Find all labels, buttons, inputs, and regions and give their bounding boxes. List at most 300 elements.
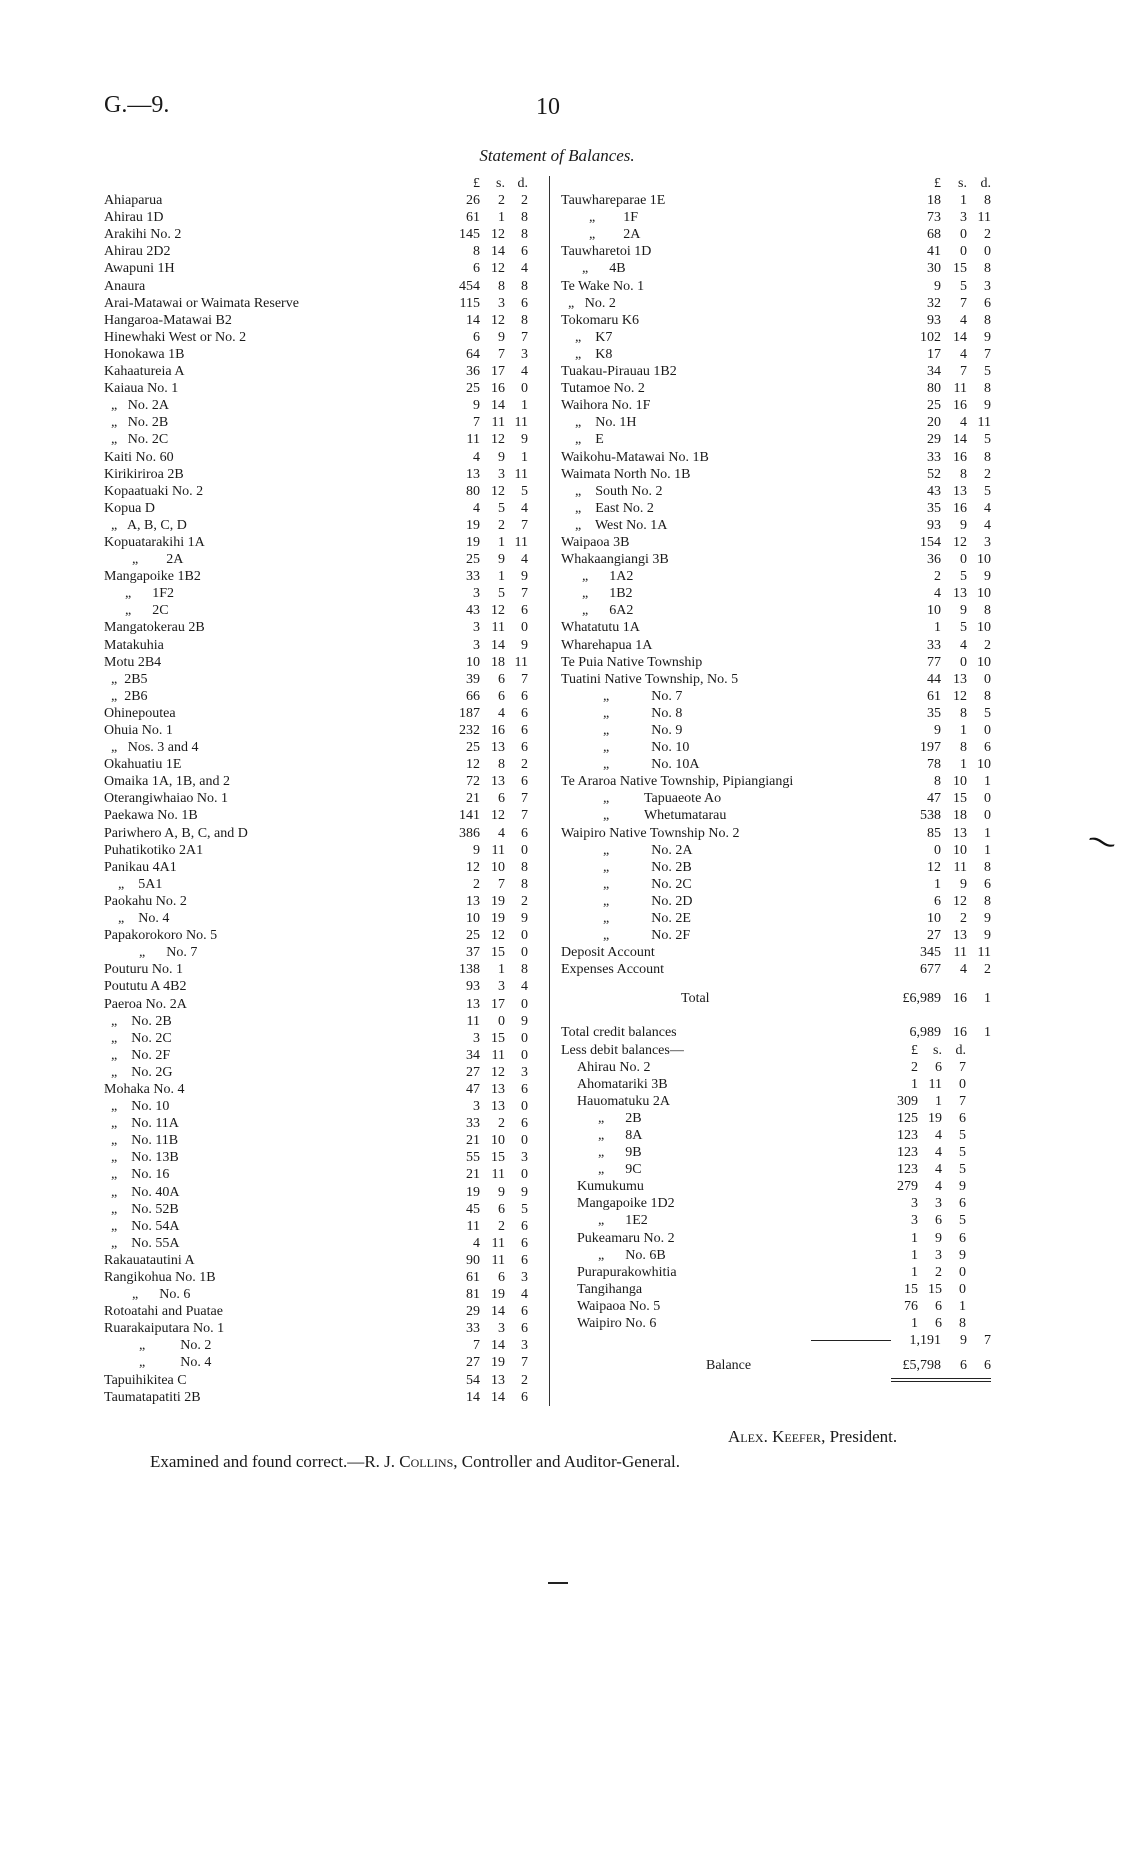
table-row [104,192,544,209]
entry-pounds: 21 [466,1133,480,1149]
entry-pounds: 677 [920,962,941,978]
table-row [561,1195,991,1212]
entry-pounds: 44 [927,671,941,687]
entry-name: „ 1B2 [561,586,633,602]
entry-pence: 6 [521,740,528,756]
entry-shillings: 13 [491,1372,505,1388]
entry-shillings: 4 [960,962,967,978]
entry-name: „ 1E2 [577,1213,648,1229]
entry-pence: 2 [521,893,528,909]
table-row [104,1303,544,1320]
entry-name: Matakuhia [104,637,164,653]
auditor-name: R. J. Collins [364,1452,454,1471]
entry-pounds: 61 [466,1270,480,1285]
entry-pounds: 73 [927,210,941,226]
table-row [561,619,991,636]
entry-pounds: 3 [473,637,480,653]
entry-pence: 11 [977,210,991,226]
entry-pounds: 7 [473,1338,480,1354]
entry-pence: 6 [521,825,528,841]
entry-shillings: 10 [953,842,967,858]
entry-pounds: 8 [934,774,941,790]
entry-shillings: 1 [935,1093,942,1109]
entry-name: Omaika 1A, 1B, and 2 [104,774,230,790]
table-row [561,1161,991,1178]
entry-shillings: 13 [953,825,967,841]
table-row [561,927,991,944]
entry-name: Mangapoike 1D2 [577,1196,675,1212]
entry-shillings: 7 [498,876,505,892]
entry-pence: 3 [521,1338,528,1354]
table-row [104,431,544,448]
table-row [561,944,991,961]
entry-pence: 6 [521,1081,528,1097]
president-title: , President. [821,1427,898,1446]
table-row [104,859,544,876]
entry-name: Puhatikotiko 2A1 [104,842,204,858]
entry-pounds: 141 [459,808,480,824]
table-row [104,637,544,654]
auditor-prefix: Examined and found correct.— [150,1452,365,1471]
table-row [104,346,544,363]
entry-name: „ 1F [561,210,638,226]
entry-pence: 10 [977,620,991,636]
entry-pounds: 12 [466,859,480,875]
table-row [104,927,544,944]
total-shillings: 16 [953,991,967,1007]
entry-shillings: 4 [498,825,505,841]
entry-shillings: 3 [498,295,505,311]
entry-name: „ No. 2C [104,432,169,448]
left-column-heads [104,175,544,192]
document-code: G.—9. [104,92,170,118]
entry-pence: 2 [984,962,991,978]
entry-name: „ No. 11B [104,1133,179,1149]
entry-pounds: 279 [897,1179,918,1195]
entry-pounds: 538 [920,808,941,824]
table-row [561,500,991,517]
table-row [561,209,991,226]
entry-name: Ruarakaiputara No. 1 [104,1321,225,1337]
table-row [561,842,991,859]
entry-pounds: 1 [911,1076,918,1092]
entry-name: Ahirau No. 2 [577,1059,651,1075]
entry-pence: 2 [521,1372,528,1388]
entry-name: Arakihi No. 2 [104,227,182,243]
entry-name: Panikau 4A1 [104,859,177,875]
entry-shillings: 0 [960,227,967,243]
entry-name: „ No. 2B [104,1013,172,1029]
entry-shillings: 1 [498,210,505,226]
table-row [104,226,544,243]
entry-shillings: 4 [960,637,967,653]
spacer [561,978,991,988]
entry-pounds: 3 [911,1196,918,1212]
entry-name: „ A, B, C, D [104,517,187,533]
table-row [104,978,544,995]
table-row [104,449,544,466]
entry-shillings: 14 [491,1389,505,1405]
entry-pence: 10 [977,552,991,568]
entry-name: „ No. 1H [561,415,637,431]
entry-pence: 11 [514,415,528,431]
entry-shillings: 11 [953,859,967,875]
entry-pence: 9 [984,911,991,927]
entry-pounds: 10 [466,911,480,927]
entry-name: Tokomaru K6 [561,312,639,328]
table-row [561,773,991,790]
table-row [561,295,991,312]
entry-shillings: 2 [498,1218,505,1234]
entry-shillings: 17 [491,364,505,380]
table-row [561,534,991,551]
table-row [104,825,544,842]
entry-pounds: 6 [473,329,480,345]
credit-label: Total credit balances [561,1025,677,1041]
entry-name: Okahuatiu 1E [104,757,182,773]
table-row [561,192,991,209]
entry-pence: 3 [984,278,991,294]
entry-pence: 4 [984,517,991,533]
entry-name: „ 9C [577,1162,642,1178]
table-row [561,466,991,483]
table-row [104,568,544,585]
entry-name: „ East No. 2 [561,500,654,516]
entry-pounds: 26 [466,193,480,209]
entry-pounds: 345 [920,945,941,961]
entry-name: „ No. 2 [561,295,616,311]
entry-shillings: 12 [491,432,505,448]
table-row [104,517,544,534]
entry-shillings: 3 [498,1321,505,1337]
entry-pounds: 19 [466,1184,480,1200]
balance-label: Balance [706,1358,752,1374]
entry-pence: 10 [977,586,991,602]
table-row [561,260,991,277]
entry-pence: 5 [984,483,991,499]
entry-shillings: 12 [491,1064,505,1080]
entry-pence: 2 [984,227,991,243]
entry-pence: 4 [521,552,528,568]
column-divider [549,176,550,1406]
table-row [104,602,544,619]
entry-name: „ 2A [561,227,641,243]
entry-pounds: 33 [466,1116,480,1132]
entry-pence: 0 [521,928,528,944]
entry-name: „ 8A [577,1127,643,1143]
entry-pounds: 9 [473,398,480,414]
entry-name: Wharehapua 1A [561,637,653,653]
entry-name: Whatatutu 1A [561,620,640,636]
table-row [561,876,991,893]
entry-pence: 6 [984,876,991,892]
table-row [561,449,991,466]
table-row [104,1354,544,1371]
entry-shillings: 9 [498,329,505,345]
table-row [561,585,991,602]
table-row [561,380,991,397]
entry-pence: 7 [984,346,991,362]
entry-pence: 6 [521,705,528,721]
table-row [561,671,991,688]
entry-name: „ No. 2D [561,893,693,909]
entry-pounds: 1 [934,620,941,636]
entry-pence: 9 [521,1184,528,1200]
entry-pence: 5 [984,364,991,380]
entry-name: „ 2A [104,552,184,568]
entry-shillings: 3 [498,466,505,482]
entry-name: Waipiro No. 6 [577,1316,657,1331]
entry-pounds: 3 [473,1030,480,1046]
entry-shillings: 4 [935,1127,942,1143]
entry-shillings: 11 [953,381,967,397]
entry-shillings: 15 [491,1150,505,1166]
table-row [104,1286,544,1303]
entry-pence: 4 [521,500,528,516]
entry-name: „ No. 2B [104,415,169,431]
entry-pounds: 61 [927,688,941,704]
entry-pounds: 12 [927,859,941,875]
entry-shillings: 14 [953,432,967,448]
entry-pence: 0 [984,791,991,807]
entry-pounds: 39 [466,671,480,687]
entry-shillings: 15 [953,791,967,807]
table-row [104,278,544,295]
table-row [104,893,544,910]
entry-pounds: 93 [927,517,941,533]
entry-pence: 0 [521,1167,528,1183]
entry-shillings: 11 [491,842,505,858]
entry-name: „ 2B6 [104,688,148,704]
table-row [104,842,544,859]
table-row [561,1127,991,1144]
entry-name: Ahirau 2D2 [104,244,171,260]
entry-pounds: 80 [466,483,480,499]
entry-shillings: 13 [491,1081,505,1097]
entry-pence: 5 [521,483,528,499]
table-row [104,1389,544,1406]
entry-pence: 5 [984,705,991,721]
entry-pounds: 14 [466,1389,480,1405]
entry-shillings: 17 [491,996,505,1012]
entry-pence: 6 [521,1252,528,1268]
table-row [104,414,544,431]
entry-shillings: 12 [953,893,967,909]
balance-double-rule [891,1378,991,1382]
table-row [561,722,991,739]
entry-pounds: 10 [466,654,480,670]
right-column-heads [561,175,991,192]
entry-pence: 3 [521,1064,528,1080]
table-row [104,619,544,636]
president-name: Alex. Keefer [728,1427,822,1446]
table-row [561,1093,991,1110]
entry-pounds: 10 [927,603,941,619]
entry-pence: 1 [521,398,528,414]
entry-shillings: 8 [498,757,505,773]
entry-pence: 9 [984,569,991,585]
entry-name: Expenses Account [561,962,665,978]
entry-shillings: 9 [935,1230,942,1246]
entry-pence: 8 [521,962,528,978]
table-row [104,705,544,722]
total-pounds: £6,989 [902,991,941,1007]
entry-name: „ No. 2C [104,1030,172,1046]
entry-pence: 0 [521,381,528,397]
entry-shillings: 6 [935,1059,942,1075]
entry-name: Tauwhareparae 1E [561,193,666,209]
entry-pounds: 115 [459,295,480,311]
entry-shillings: 1 [960,193,967,209]
entry-name: „ No. 2A [104,398,169,414]
entry-pounds: 45 [466,1201,480,1217]
debit-pound-head: £ [911,1042,918,1058]
table-row [104,1047,544,1064]
debit-shilling-head: s. [933,1042,942,1058]
entry-pounds: 29 [466,1304,480,1320]
entry-pence: 9 [521,911,528,927]
entry-pounds: 13 [466,996,480,1012]
entry-pence: 1 [984,774,991,790]
entry-shillings: 10 [491,859,505,875]
table-row [104,1098,544,1115]
entry-name: „ No. 54A [104,1218,180,1234]
table-row [104,1252,544,1269]
entry-pence: 1 [959,1298,966,1314]
entry-shillings: 18 [953,808,967,824]
entry-pounds: 19 [466,534,480,550]
entry-name: Pukeamaru No. 2 [577,1230,675,1246]
entry-pounds: 1 [911,1316,918,1331]
table-row [561,414,991,431]
entry-pence: 6 [959,1196,966,1212]
entry-shillings: 13 [953,671,967,687]
entry-pounds: 2 [473,876,480,892]
table-row [561,910,991,927]
entry-shillings: 5 [498,500,505,516]
entry-name: „ No. 40A [104,1184,180,1200]
entry-pounds: 35 [927,705,941,721]
table-row [561,637,991,654]
entry-pounds: 33 [466,1321,480,1337]
entry-pounds: 85 [927,825,941,841]
table-row [104,243,544,260]
entry-pence: 5 [521,1201,528,1217]
entry-shillings: 2 [498,1116,505,1132]
entry-pence: 4 [521,261,528,277]
entry-shillings: 13 [491,740,505,756]
entry-shillings: 14 [491,1304,505,1320]
entry-pence: 4 [521,364,528,380]
entry-shillings: 9 [960,876,967,892]
entry-pounds: 36 [466,364,480,380]
entry-pence: 3 [984,534,991,550]
entry-name: Kaiaua No. 1 [104,381,179,397]
entry-name: „ E [561,432,604,448]
entry-shillings: 19 [928,1110,942,1126]
total-label: Total [681,991,710,1007]
entry-shillings: 5 [960,569,967,585]
entry-name: „ No. 6B [577,1247,666,1263]
table-row [104,1218,544,1235]
entry-pence: 1 [984,825,991,841]
entry-shillings: 6 [498,688,505,704]
entry-pence: 2 [984,637,991,653]
entry-pounds: 309 [897,1093,918,1109]
table-row [104,329,544,346]
entry-pounds: 19 [466,517,480,533]
entry-pounds: 4 [473,449,480,465]
table-row [104,397,544,414]
president-signature [728,1427,897,1447]
debit-total-rule [811,1340,891,1341]
entry-name: „ 4B [561,261,626,277]
pound-head: £ [934,176,941,191]
entry-name: Paeroa No. 2A [104,996,187,1012]
entry-name: Purapurakowhitia [577,1264,677,1280]
entry-name: Waipaoa No. 5 [577,1298,661,1314]
entry-pounds: 11 [466,1218,480,1234]
right-balance-table [561,175,991,1382]
entry-pounds: 29 [927,432,941,448]
entry-shillings: 8 [960,740,967,756]
entry-pence: 6 [521,1218,528,1234]
entry-shillings: 2 [935,1264,942,1280]
entry-pounds: 3 [473,1099,480,1115]
entry-pounds: 43 [927,483,941,499]
entry-pence: 6 [984,740,991,756]
entry-shillings: 8 [960,466,967,482]
entry-pence: 8 [521,210,528,226]
entry-pounds: 34 [466,1047,480,1063]
entry-pounds: 8 [473,244,480,260]
entry-shillings: 7 [960,295,967,311]
entry-name: Waipiro Native Township No. 2 [561,825,740,841]
entry-pence: 0 [521,1099,528,1115]
entry-pence: 11 [514,466,528,482]
table-row [104,551,544,568]
entry-name: „ No. 13B [104,1150,179,1166]
entry-name: Kaiti No. 60 [104,449,174,465]
entry-name: Te Araroa Native Township, Pipiangiangi [561,774,794,790]
entry-pounds: 81 [466,1287,480,1303]
table-row [561,226,991,243]
table-row [104,722,544,739]
entry-shillings: 15 [928,1281,942,1297]
entry-pence: 10 [977,654,991,670]
entry-shillings: 6 [498,671,505,687]
entry-name: Ahomatariki 3B [577,1076,668,1092]
right-rows [561,192,991,978]
table-row [561,790,991,807]
entry-pence: 0 [521,1047,528,1063]
table-row [104,295,544,312]
entry-name: „ No. 2C [561,876,692,892]
entry-pounds: 2 [911,1059,918,1075]
entry-name: „ 2C [104,603,169,619]
entry-name: Hinewhaki West or No. 2 [104,329,247,345]
entry-shillings: 3 [498,979,505,995]
pound-head: £ [473,176,480,191]
table-row [561,363,991,380]
table-row [561,397,991,414]
table-row [561,688,991,705]
entry-name: „ No. 11A [104,1116,179,1132]
entry-pounds: 93 [466,979,480,995]
balance-row [561,1357,991,1374]
table-row [104,1320,544,1337]
entry-shillings: 6 [498,1201,505,1217]
